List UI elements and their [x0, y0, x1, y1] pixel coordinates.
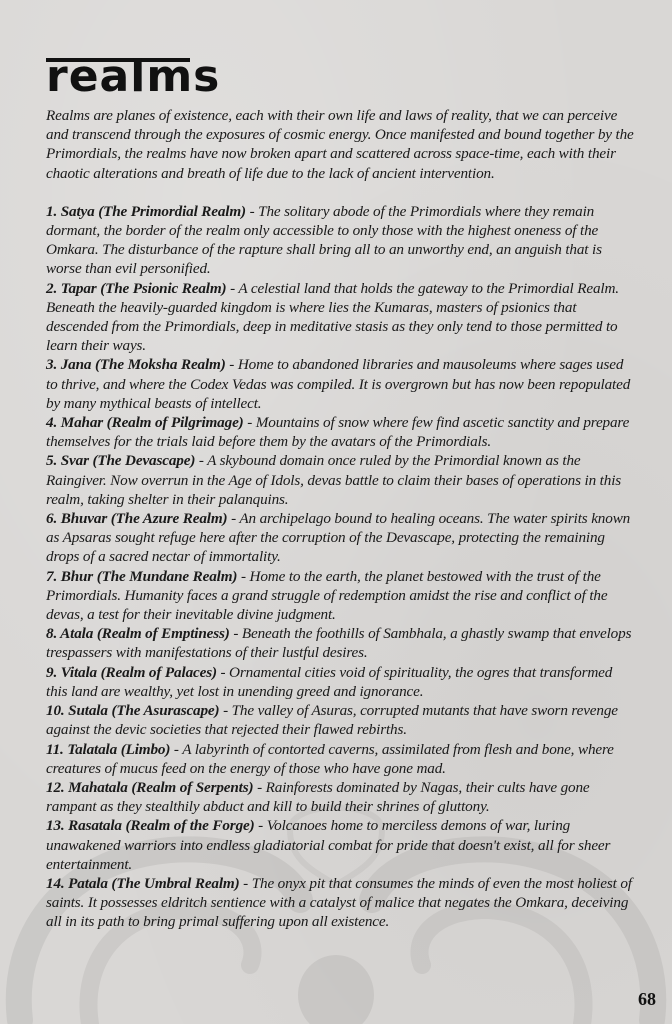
realm-heading: 4. Mahar (Realm of Pilgrimage): [46, 414, 244, 432]
page-content: [46, 44, 636, 932]
realm-entry: [46, 567, 636, 625]
realm-description: - Volcanoes home to merciless demons of war, luring unawakened warriors into endless gladiatorial combat for pride that doesn't exist, all for sheer entertainment.: [46, 817, 611, 873]
realm-heading: 2. Tapar (The Psionic Realm): [46, 279, 227, 297]
realm-description: - Mountains of snow where few find ascetic sanctity and prepare themselves for the trials laid before them by the avatars of the Primordials.: [46, 414, 630, 451]
realm-description: - Rainforests dominated by Nagas, their cults have gone rampant as they stealthily abduct and kill to build their shrines of gluttony.: [46, 778, 590, 816]
realm-heading: 14. Patala (The Umbral Realm): [46, 874, 240, 892]
realm-entry: [46, 413, 636, 451]
realm-heading: 5. Svar (The Devascape): [46, 452, 196, 470]
realm-list: [46, 202, 636, 932]
realm-description: - A celestial land that holds the gateway to the Primordial Realm. Beneath the heavily-guarded kingdom is where lies the Kumaras, masters of psionics that descended from the Primordials, deep in meditative stasis as they only tend to those permitted to learn their ways.: [46, 279, 619, 355]
realm-description: - The valley of Asuras, corrupted mutants that have sworn revenge against the devic societies that rejected their flawed rebirths.: [46, 702, 618, 739]
page-title-text: realms: [46, 51, 221, 102]
realm-heading: 11. Talatala (Limbo): [46, 740, 171, 758]
realm-entry: [46, 355, 636, 413]
realm-description: - Home to the earth, the planet bestowed with the trust of the Primordials. Humanity faces a grand struggle of redemption amidst the rise and conflict of the devas, a test for their inevitable divine judgment.: [46, 567, 608, 624]
realm-description: - The solitary abode of the Primordials where they remain dormant, the border of the realm only accessible to only those with the highest oneness of the Omkara. The disturbance of the rapture shall bring all to an unworthy end, an anguish that is worse than evil personified.: [46, 202, 602, 278]
realm-description: - An archipelago bound to healing oceans. The water spirits known as Apsaras sought refuge here after the corruption of the Devascape, protecting the remaining drops of a sacred nectar of immortality.: [46, 510, 631, 566]
realm-entry: [46, 740, 636, 778]
realm-heading: 7. Bhur (The Mundane Realm): [46, 567, 238, 585]
intro-paragraph: Realms are planes of existence, each with their own life and laws of reality, that we can perceive and transcend through the exposures of cosmic energy. Once manifested and bound together by the Primordials, the realms have now broken apart and scattered across space-time, each with their chaotic alterations and breath of life due to the lack of ancient intervention.: [46, 107, 634, 182]
realm-description: - Home to abandoned libraries and mausoleums where sages used to thrive, and where the Codex Vedas was compiled. It is overgrown but has now been repopulated by many mythical beasts of intellect.: [46, 356, 631, 412]
page-number: 68: [638, 989, 656, 1009]
realm-heading: 1. Satya (The Primordial Realm): [46, 202, 246, 220]
paragraph-spacer: [46, 183, 636, 202]
realm-description: - A labyrinth of contorted caverns, assimilated from flesh and bone, where creatures of mucus feed on the energy of those who have gone mad.: [46, 740, 614, 777]
realm-heading: 10. Sutala (The Asurascape): [46, 702, 220, 720]
realm-entry: [46, 663, 636, 701]
realm-description: - Beneath the foothills of Sambhala, a ghastly swamp that envelops trespassers with manifestations of their lustful desires.: [46, 625, 632, 662]
realm-entry: [46, 701, 636, 739]
realm-heading: 9. Vitala (Realm of Palaces): [46, 663, 217, 681]
realm-heading: 6. Bhuvar (The Azure Realm): [46, 510, 228, 528]
watermark-center-gem: [298, 955, 374, 1024]
realm-entry: [46, 874, 636, 932]
realm-entry: [46, 202, 636, 279]
page-title: [46, 44, 636, 104]
realm-description: - The onyx pit that consumes the minds of even the most holiest of saints. It possesses eldritch sentience with a catalyst of malice that negates the Omkara, deceiving all in its path to bring primal suffering upon all existence.: [46, 874, 632, 931]
realm-entry: [46, 778, 636, 816]
realm-entry: [46, 624, 636, 662]
realm-description: - Ornamental cities void of spirituality, the ogres that transformed this land are wealthy, yet lost in unending greed and ignorance.: [46, 663, 613, 700]
realm-heading: 13. Rasatala (Realm of the Forge): [46, 817, 255, 835]
realm-heading: 12. Mahatala (Realm of Serpents): [46, 778, 254, 796]
realm-entry: [46, 279, 636, 356]
realm-heading: 8. Atala (Realm of Emptiness): [46, 625, 230, 643]
realm-entry: [46, 451, 636, 509]
realm-entry: [46, 509, 636, 567]
realm-description: - A skybound domain once ruled by the Primordial known as the Raingiver. Now overrun in the Age of Idols, devas battle to claim their bases of operations in this realm, taking shelter in their palanquins.: [46, 452, 622, 508]
realm-heading: 3. Jana (The Moksha Realm): [46, 356, 226, 374]
realm-entry: [46, 816, 636, 874]
